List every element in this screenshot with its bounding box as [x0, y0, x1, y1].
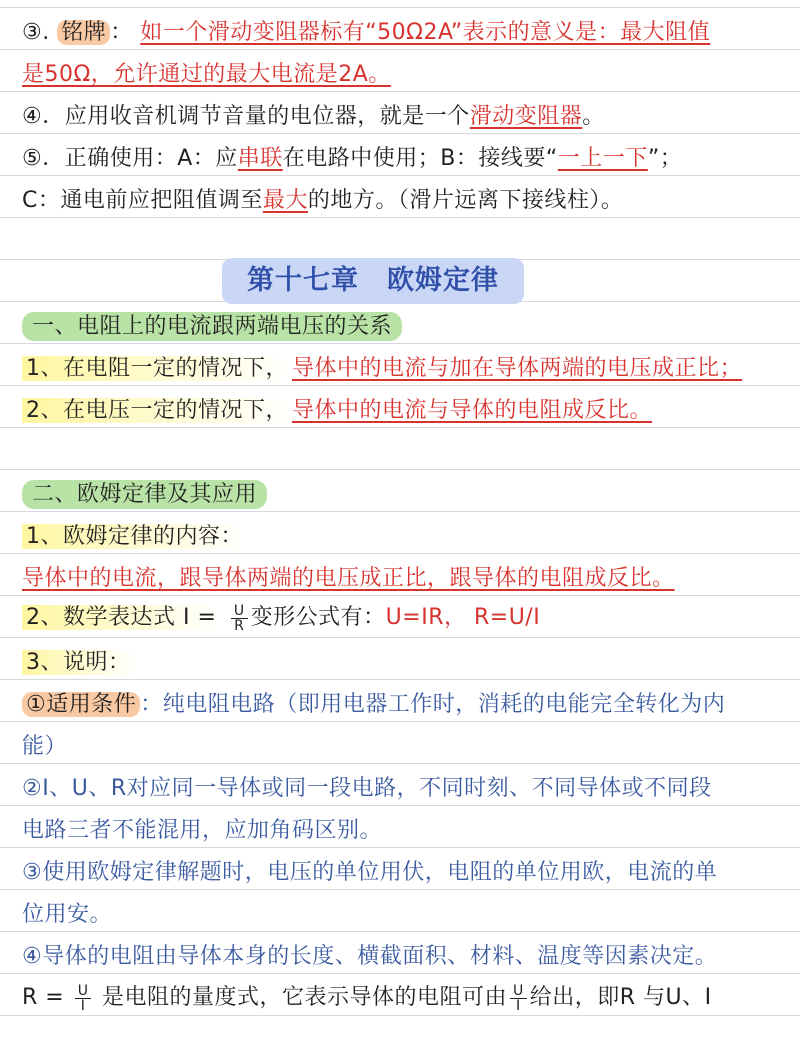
section2-heading — [22, 480, 782, 510]
correct-use-end: ”； — [647, 146, 683, 171]
chapter-title: 第十七章 欧姆定律 — [222, 258, 524, 304]
r-equals: R = — [22, 985, 65, 1010]
note4-text: ④导体的电阻由导体本身的长度、横截面积、材料、温度等因素决定。 — [22, 944, 718, 969]
formula-prefix: 2、数学表达式 I = — [22, 605, 220, 630]
colon: ： — [110, 20, 133, 45]
fraction-denominator: I — [80, 997, 86, 1014]
max-term: 最大 — [262, 188, 308, 213]
before-power-a: C：通电前应把阻值调至 — [22, 188, 263, 213]
section1-item1 — [22, 354, 782, 384]
nameplate-line — [22, 18, 782, 48]
note1-cont-line — [22, 732, 782, 762]
variant-formulas: U=IR， R=U/I — [385, 605, 541, 630]
nameplate-line-cont — [22, 60, 782, 90]
ohm-law-content-label: 1、欧姆定律的内容： — [22, 524, 247, 549]
fraction-numerator: U — [75, 984, 92, 999]
correct-use-b: 在电路中使用；B：接线要“ — [282, 146, 558, 171]
potentiometer-text: ④．应用收音机调节音量的电位器，就是一个 — [22, 104, 470, 129]
item1-text: 导体中的电流与加在导体两端的电压成正比； — [292, 356, 743, 381]
before-power-line — [22, 186, 782, 216]
note1-label: ①适用条件 — [22, 692, 140, 717]
correct-use-a: ⑤．正确使用：A：应 — [22, 146, 238, 171]
rheostat-term: 滑动变阻器 — [469, 104, 583, 129]
section2-item1-text — [22, 564, 782, 594]
measure-text: 是电阻的量度式，它表示导体的电阻可由 — [101, 985, 507, 1010]
before-power-b: 的地方。（滑片远离下接线柱）。 — [307, 188, 624, 213]
note2-text: ②I、U、R对应同一导体或同一段电路，不同时刻、不同导体或不同段 — [22, 776, 712, 801]
ohm-law-content: 导体中的电流，跟导体两端的电压成正比，跟导体的电阻成反比。 — [22, 566, 675, 591]
note3-text: ③使用欧姆定律解题时，电压的单位用伏，电阻的单位用欧，电流的单 — [22, 860, 718, 885]
fraction-denominator: I — [516, 997, 521, 1014]
section2-title: 二、欧姆定律及其应用 — [22, 480, 267, 509]
item1-label: 1、在电阻一定的情况下， — [22, 356, 292, 381]
item2-label: 2、在电压一定的情况下， — [22, 398, 292, 423]
section1-heading — [22, 312, 782, 342]
resistance-measure-line — [22, 983, 782, 1013]
item-number: ③. — [22, 20, 50, 45]
note2-cont-line — [22, 816, 782, 846]
fraction-numerator: U — [510, 984, 527, 999]
note2-cont: 电路三者不能混用，应加角码区别。 — [22, 818, 383, 843]
nameplate-label: 铭牌 — [57, 20, 110, 45]
fraction-denominator: R — [234, 617, 245, 634]
note4-line — [22, 942, 782, 972]
explanation-label: 3、说明： — [22, 650, 135, 675]
nameplate-meaning: 如一个滑动变阻器标有“50Ω2A”表示的意义是：最大阻值 — [140, 20, 711, 45]
section2-item1 — [22, 522, 782, 552]
one-up-one-down-term: 一上一下 — [557, 146, 648, 171]
section1-item2 — [22, 396, 782, 426]
formula-line — [22, 603, 782, 633]
section2-item3 — [22, 648, 782, 678]
period: 。 — [582, 104, 605, 129]
note1-cont: 能） — [22, 734, 68, 759]
nameplate-meaning-cont: 是50Ω，允许通过的最大电流是2A。 — [22, 62, 391, 87]
variant-label: 变形公式有： — [250, 605, 386, 630]
note3-cont-line — [22, 900, 782, 930]
series-term: 串联 — [237, 146, 283, 171]
fraction-u-over-i — [75, 984, 92, 1013]
note1-text: ：纯电阻电路（即用电器工作时，消耗的电能完全转化为内 — [140, 692, 726, 717]
fraction-u-over-r — [231, 604, 248, 633]
section1-title: 一、电阻上的电流跟两端电压的关系 — [22, 312, 402, 341]
fraction-u-over-i-2 — [510, 984, 527, 1013]
note3-line — [22, 858, 782, 888]
note3-cont: 位用安。 — [22, 902, 113, 927]
correct-use-line — [22, 144, 782, 174]
potentiometer-line — [22, 102, 782, 132]
measure-end: 给出，即R 与U、I — [529, 985, 712, 1010]
item2-text: 导体中的电流与导体的电阻成反比。 — [292, 398, 653, 423]
fraction-numerator: U — [231, 604, 248, 619]
note2-line — [22, 774, 782, 804]
note1-line — [22, 690, 782, 720]
